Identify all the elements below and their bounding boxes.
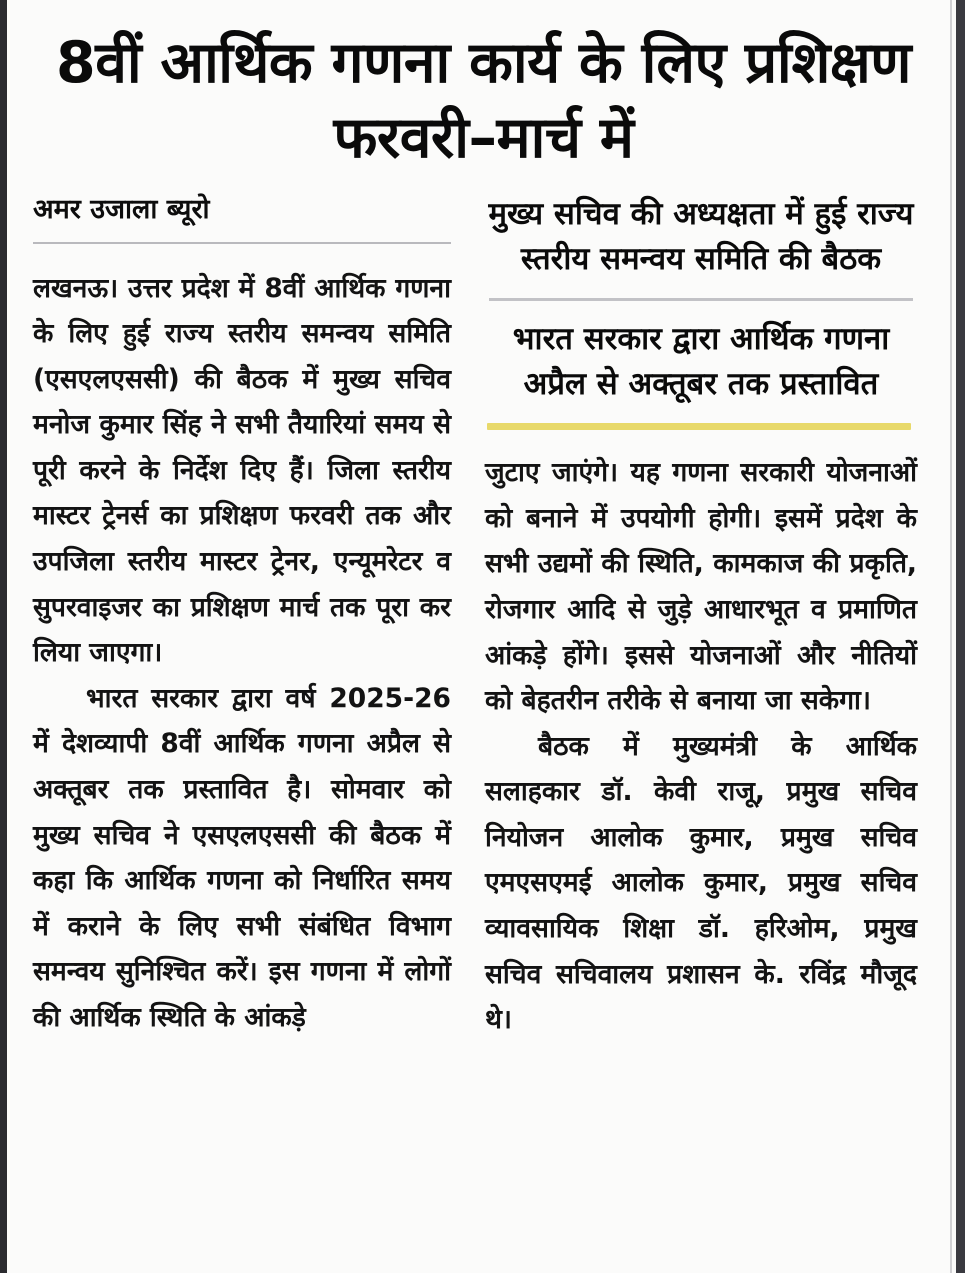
right-paragraph-2: बैठक में मुख्यमंत्री के आर्थिक सलाहकार डॉ. केवी राजू, प्रमुख सचिव नियोजन आलोक कुमार, प्रमुख सचिव एमएसएमई आलोक कुमार, प्रमुख सचिव व्यावसायिक शिक्षा डॉ. हरिओम, प्रमुख सचिव सचिवालय प्रशासन के. रविंद्र मौजूद थे। <box>485 730 917 1036</box>
article-headline: 8वीं आर्थिक गणना कार्य के लिए प्रशिक्षण फरवरी–मार्च में <box>56 30 911 172</box>
kicker-heading-2: भारत सरकार द्वारा आर्थिक गणना अप्रैल से अक्तूबर तक प्रस्तावित <box>512 321 890 403</box>
article-columns <box>7 176 956 1042</box>
left-column <box>33 192 451 1040</box>
left-paragraph-2: भारत सरकार द्वारा वर्ष 2025-26 में देशव्यापी 8वीं आर्थिक गणना अप्रैल से अक्तूबर तक प्रस्तावित है। सोमवार को मुख्य सचिव ने एसएलएससी की बैठक में कहा कि आर्थिक गणना को निर्धारित समय में कराने के लिए सभी संबंधित विभाग समन्वय सुनिश्चित करें। इस गणना में लोगों की आर्थिक स्थिति के आंकड़े <box>33 682 451 1033</box>
scan-edge-line <box>950 0 952 1273</box>
left-paragraph-1: लखनऊ। उत्तर प्रदेश में 8वीं आर्थिक गणना के लिए हुई राज्य स्तरीय समन्वय समिति (एसएलएससी) की बैठक में मुख्य सचिव मनोज कुमार सिंह ने सभी तैयारियां समय से पूरी करने के निर्देश दिए हैं। जिला स्तरीय मास्टर ट्रेनर्स का प्रशिक्षण फरवरी तक और उपजिला स्तरीय मास्टर ट्रेनर, एन्यूमरेटर व सुपरवाइजर का प्रशिक्षण मार्च तक पूरा कर लिया जाएगा। <box>33 272 451 669</box>
byline: अमर उजाला ब्यूरो <box>33 194 210 226</box>
right-column <box>485 192 917 1042</box>
kicker-divider-gold <box>487 423 911 430</box>
byline-divider <box>33 242 451 244</box>
right-body-text <box>485 450 917 1043</box>
kicker-divider-gray <box>489 298 913 301</box>
kicker-heading-1: मुख्य सचिव की अध्यक्षता में हुई राज्य स्तरीय समन्वय समिति की बैठक <box>488 196 914 278</box>
right-paragraph-1: जुटाए जाएंगे। यह गणना सरकारी योजनाओं को बनाने में उपयोगी होगी। इसमें प्रदेश के सभी उद्यमों की स्थिति, कामकाज की प्रकृति, रोजगार आदि से जुड़े आधारभूत व प्रमाणित आंकड़े होंगे। इससे योजनाओं और नीतियों को बेहतरीन तरीके से बनाया जा सकेगा। <box>485 457 917 717</box>
